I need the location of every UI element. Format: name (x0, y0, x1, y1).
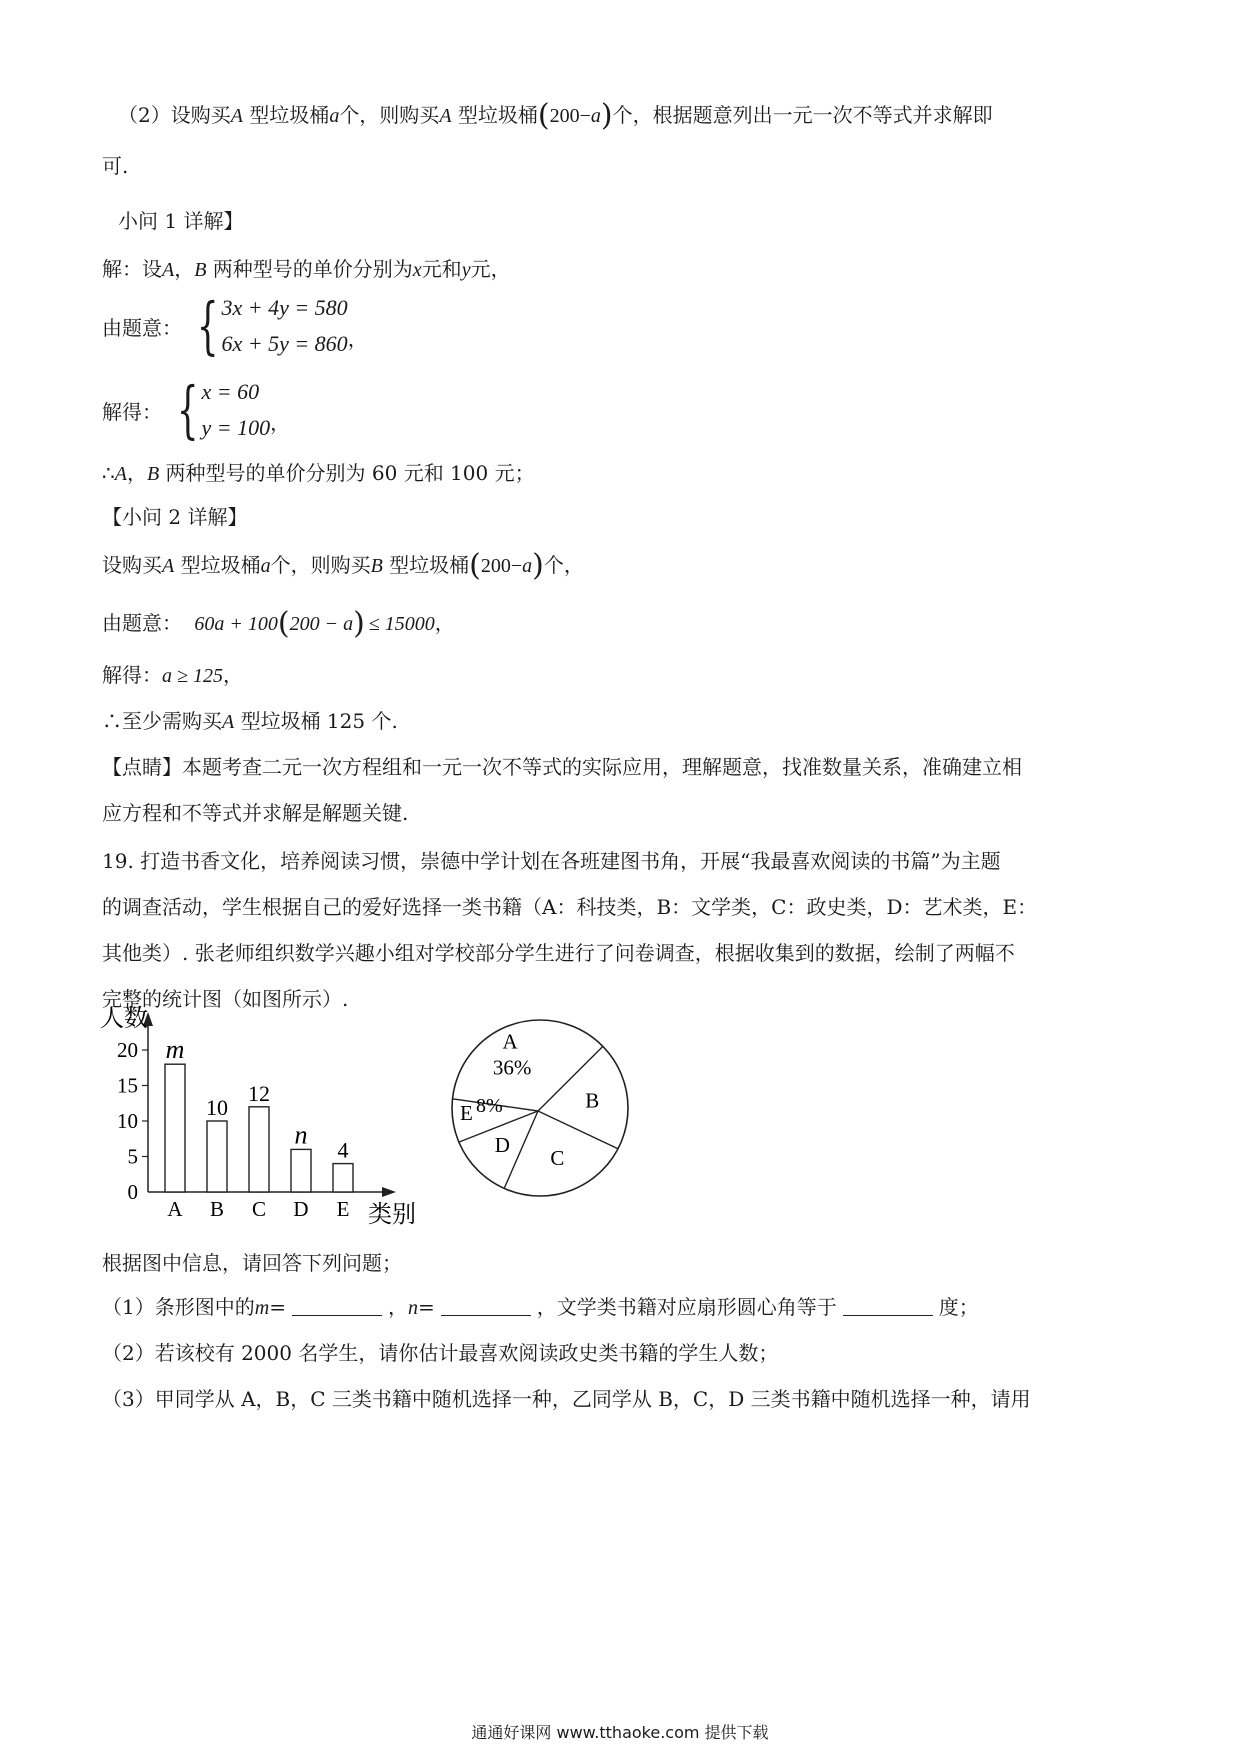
pie-percent-label: 36% (492, 1055, 532, 1080)
analysis-line-2: （2）设购买A 型垃圾桶a个，则购买A 型垃圾桶(200−a)个，根据题意列出一元一次不等式并求解即 (118, 98, 993, 133)
y-tick-label: 10 (117, 1109, 138, 1133)
bar-data-label: n (294, 1120, 308, 1150)
analysis-line-2-cont: 可. (102, 154, 129, 178)
setup-2: 设购买A 型垃圾桶a个，则购买B 型垃圾桶(200−a)个， (102, 548, 584, 583)
pie-slice-label: A (502, 1029, 518, 1054)
pie-slice-label: E (460, 1101, 473, 1125)
solution-x: x = 60 (201, 379, 260, 404)
conclusion-2: ∴至少需购买A 型垃圾桶 125 个. (102, 709, 398, 733)
question-19-line-3: 其他类）. 张老师组织数学兴趣小组对学校部分学生进行了问卷调查，根据收集到的数据，绘制了两幅不 (102, 941, 1015, 965)
bar-E (333, 1164, 353, 1192)
footer-watermark: 通通好课网 www.tthaoke.com 提供下载 (471, 1723, 769, 1742)
bar-data-label: 4 (337, 1137, 349, 1163)
y-axis-label: 人数 (100, 1006, 148, 1032)
bar-B (207, 1121, 227, 1192)
x-axis-label: 类别 (368, 1202, 416, 1228)
bar-data-label: m (165, 1035, 185, 1065)
x-axis-arrow (382, 1187, 396, 1197)
sub-question-1-heading: 小问 1 详解】 (118, 209, 244, 233)
y-tick-label: 20 (117, 1038, 138, 1062)
comment-line-1: 【点睛】本题考查二元一次方程组和一元一次不等式的实际应用，理解题意，找准数量关系，准确建立相 (102, 755, 1022, 779)
equation-system-1: 由题意： { 3x + 4y = 580 6x + 5y = 860 ， (102, 289, 368, 362)
pie-slice-label: B (585, 1088, 600, 1113)
pie-chart (440, 1016, 650, 1206)
bar-data-label: 10 (206, 1095, 228, 1120)
x-tick-label: D (293, 1197, 309, 1221)
solution-y: y = 100 (201, 415, 271, 440)
x-tick-label: E (336, 1197, 350, 1221)
conclusion-1: ∴A，B 两种型号的单价分别为 60 元和 100 元； (102, 461, 535, 485)
question-19-line-2: 的调查活动，学生根据自己的爱好选择一类书籍（A：科技类，B：文学类，C：政史类，D：艺术类，E： (102, 895, 1038, 919)
equation-1: 3x + 4y = 580 (221, 295, 348, 320)
solution-setup: 解：设A，B 两种型号的单价分别为x元和y元， (102, 257, 511, 281)
sub-question-1: （1）条形图中的m= ，n= ，文学类书籍对应扇形圆心角等于 度； (102, 1295, 979, 1319)
x-tick-label: B (209, 1197, 225, 1221)
inequality-solution: 解得：a ≥ 125， (102, 663, 243, 687)
question-19-line-4: 完整的统计图（如图所示）. (102, 987, 349, 1011)
y-tick-label: 15 (117, 1073, 138, 1098)
question-19-line-1: 19. 打造书香文化，培养阅读习惯，崇德中学计划在各班建图书角，开展“我最喜欢阅读的书篇”为主题 (102, 849, 1001, 873)
comment-line-2: 应方程和不等式并求解是解题关键. (102, 801, 409, 825)
bar-chart (90, 1000, 430, 1240)
sub-question-3: （3）甲同学从 A，B，C 三类书籍中随机选择一种，乙同学从 B，C，D 三类书籍中随机选择一种，请用 (102, 1387, 1031, 1411)
pie-slice-label: D (494, 1132, 510, 1157)
answer-blank-m[interactable] (292, 1295, 382, 1316)
sub-question-2-heading: 【小问 2 详解】 (102, 505, 248, 529)
pie-percent-label: 8% (476, 1095, 503, 1117)
answer-blank-angle[interactable] (843, 1295, 933, 1316)
bar-A (165, 1064, 185, 1192)
answer-blank-n[interactable] (441, 1295, 531, 1316)
sub-question-2: （2）若该校有 2000 名学生，请你估计最喜欢阅读政史类书籍的学生人数； (102, 1341, 779, 1365)
bar-D (291, 1149, 311, 1192)
bar-data-label: 12 (248, 1080, 270, 1106)
inequality: 由题意： 60a + 100(200 − a) ≤ 15000， (102, 606, 455, 641)
y-tick-label: 0 (127, 1180, 138, 1204)
question-prompt: 根据图中信息，请回答下列问题； (102, 1251, 402, 1275)
pie-slice-label: C (550, 1145, 565, 1170)
x-tick-label: A (167, 1197, 183, 1221)
bar-C (249, 1107, 269, 1192)
x-tick-label: C (251, 1197, 267, 1221)
y-tick-label: 5 (127, 1144, 138, 1169)
equation-2: 6x + 5y = 860 (221, 331, 348, 356)
solution-system: 解得： { x = 60 y = 100 ， (102, 373, 291, 446)
